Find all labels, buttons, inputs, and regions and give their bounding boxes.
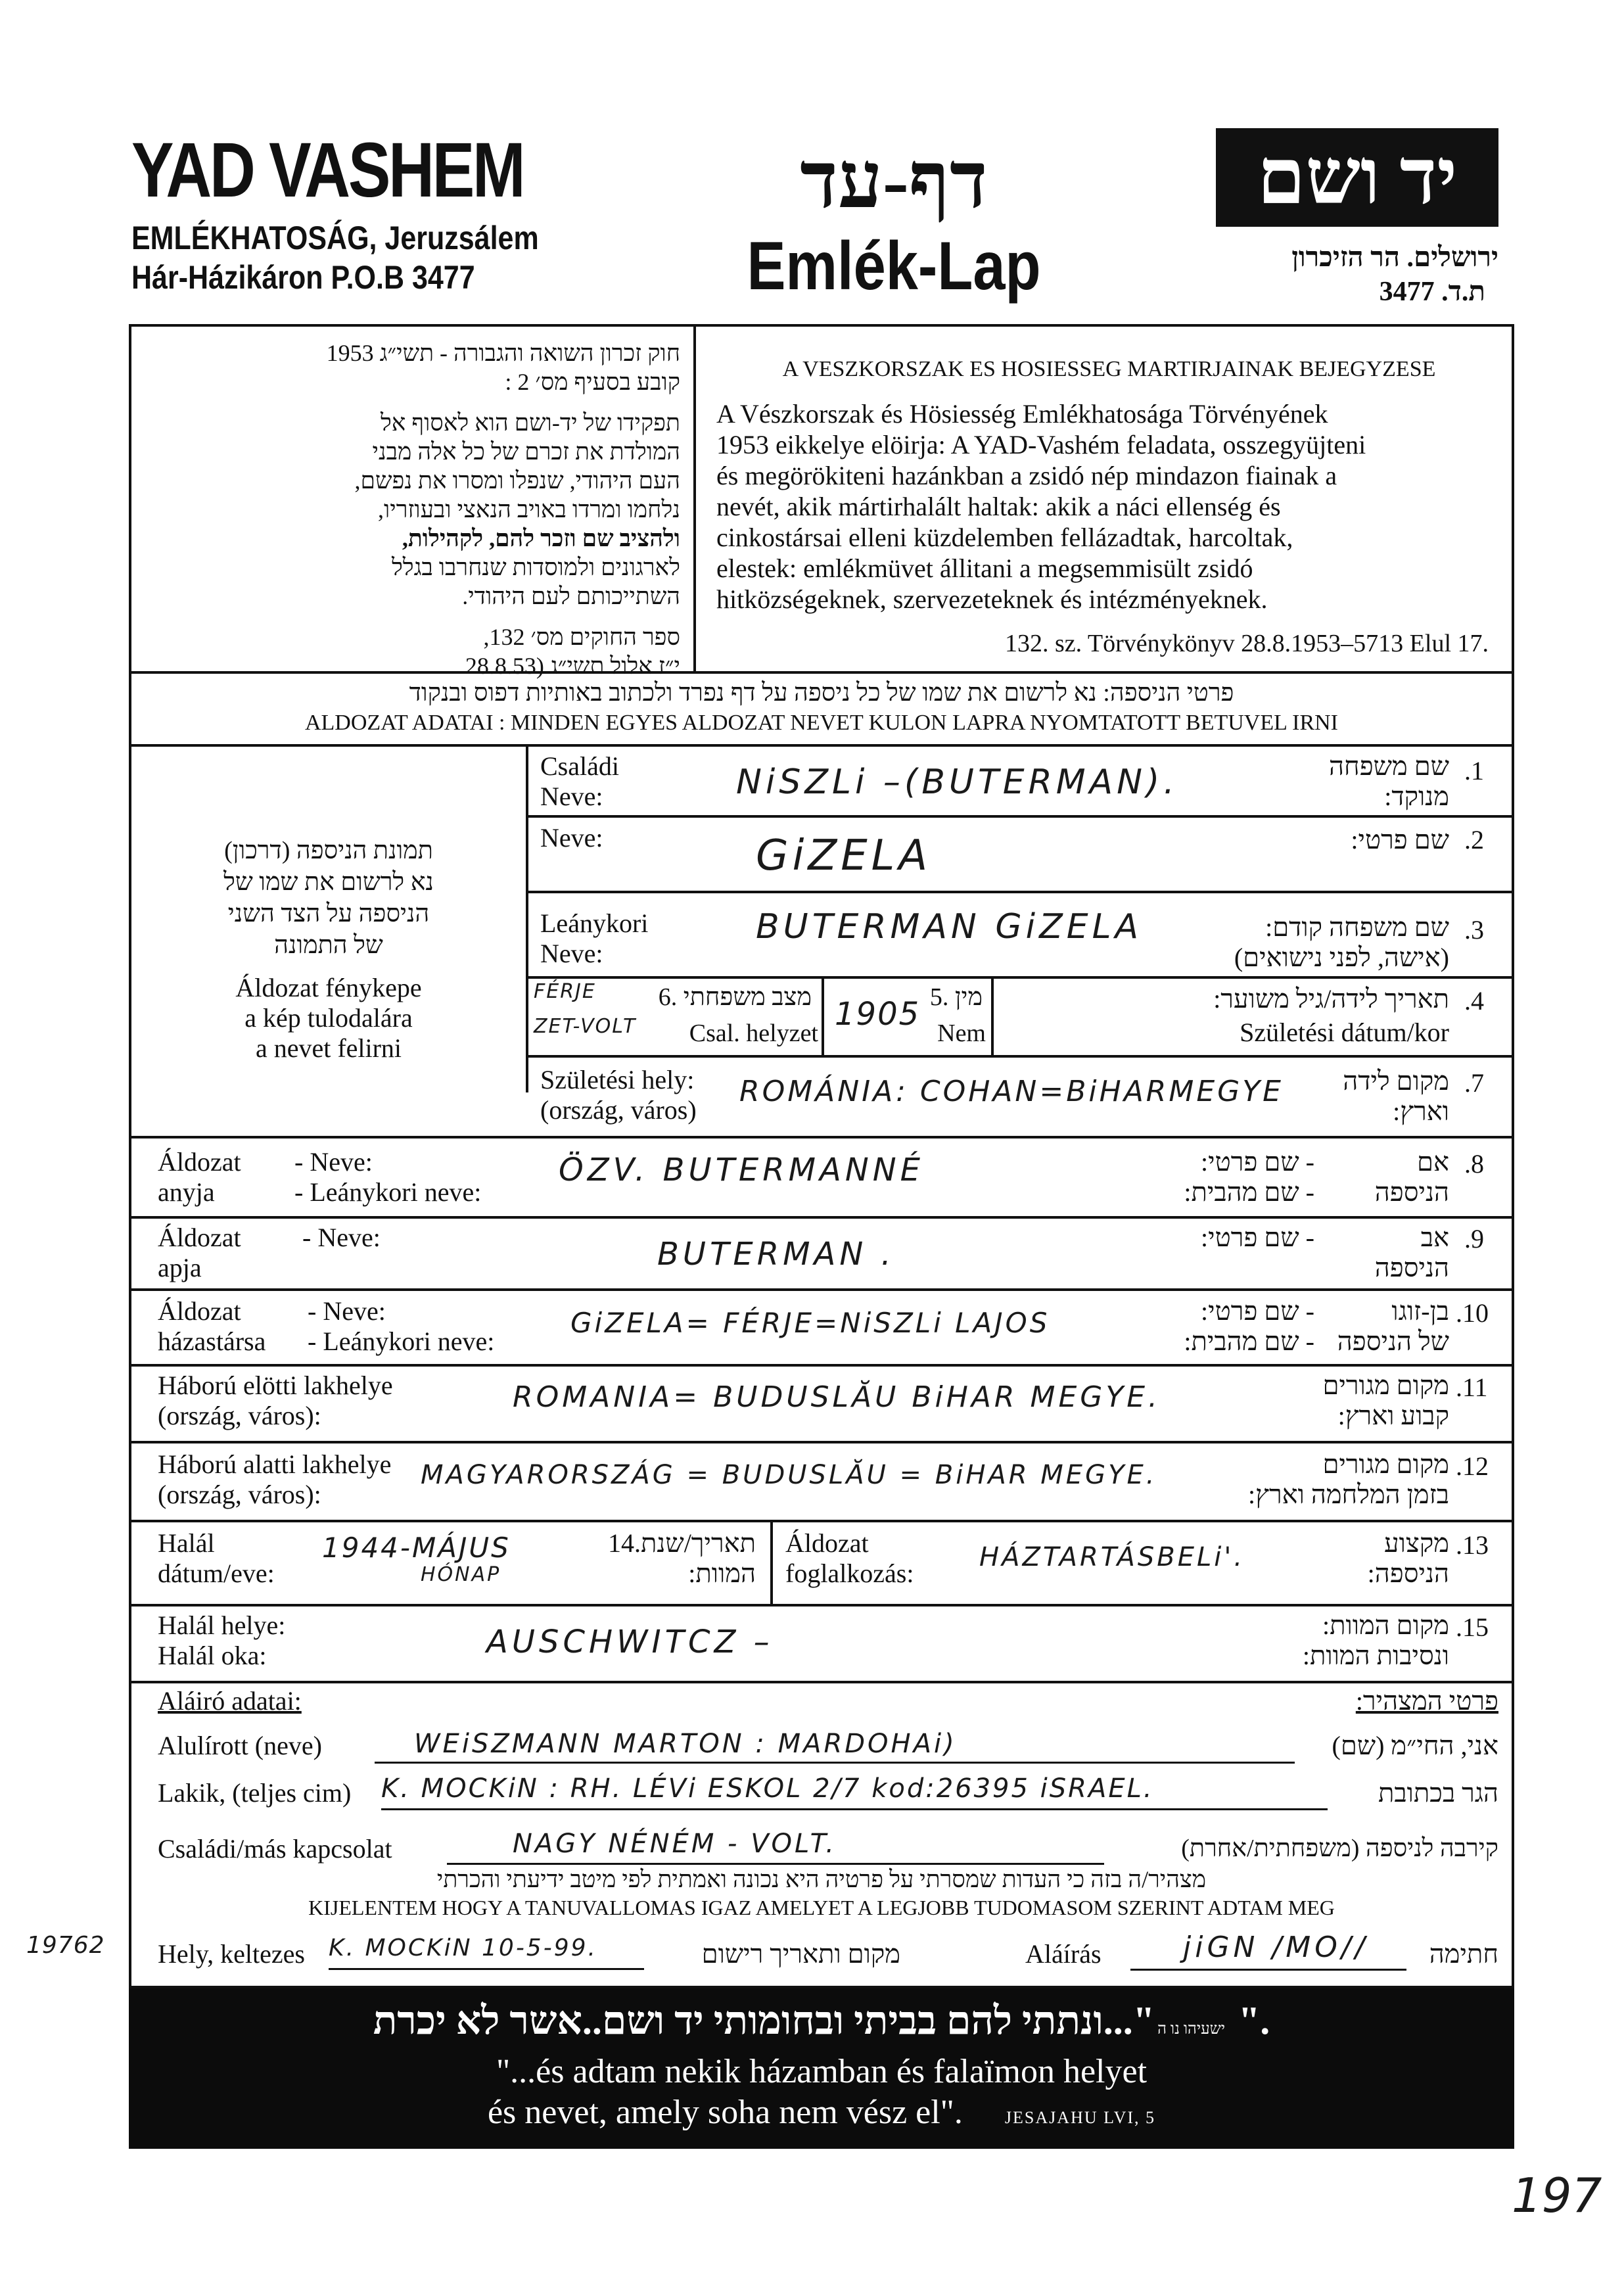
f4-num: .4 xyxy=(1464,986,1484,1016)
f10-value[interactable]: GiZELA= FÉRJE=NiSZLi LAJOS xyxy=(570,1307,1050,1339)
f12-value[interactable]: MAGYARORSZÁG = BUDUSLĂU = BiHAR MEGYE. xyxy=(421,1460,1157,1490)
f14-num: .14 xyxy=(607,1528,641,1558)
f8-he4: הניספה xyxy=(1374,1177,1449,1207)
f13-label-hu xyxy=(785,1528,914,1589)
f5-he1: מין xyxy=(954,983,983,1011)
f8-label-hu xyxy=(294,1147,481,1208)
f13-num: .13 xyxy=(1456,1530,1489,1560)
f11-he2: קבוע וארץ: xyxy=(1337,1401,1449,1430)
signer-address-value: K. MOCKiN : RH. LÉVi ESKOL 2/7 kod:26395 iSRAEL. xyxy=(381,1773,1154,1804)
f14-label-hu xyxy=(158,1528,275,1589)
f9-hu-b: apja xyxy=(158,1253,202,1282)
f8-label-he xyxy=(1091,1147,1314,1208)
photo-hu-1: Áldozat fénykepe xyxy=(235,973,422,1002)
signer-relation-label: Családi/más kapcsolat xyxy=(158,1834,392,1864)
f15-hu2: Halál oka: xyxy=(158,1641,267,1670)
f9-label-hu: - Neve: xyxy=(302,1223,381,1252)
logo xyxy=(1216,128,1498,227)
f6-label-he xyxy=(657,983,812,1012)
margin-note: 19762 xyxy=(26,1932,105,1959)
f3-num: .3 xyxy=(1464,915,1484,945)
f8-label-he-b xyxy=(1328,1147,1449,1208)
f14-he1: תאריך/שנת xyxy=(640,1528,756,1558)
f10-num: .10 xyxy=(1456,1298,1489,1328)
f4-label-hu: Születési dátum/kor xyxy=(1240,1018,1449,1047)
f13-value[interactable]: HÁZTARTÁSBELi'. xyxy=(979,1542,1245,1572)
f7-he1: מקום לידה xyxy=(1343,1066,1449,1096)
signature-value: jiGN /MO// xyxy=(1183,1931,1369,1964)
declaration-hu: KIJELENTEM HOGY A TANUVALLOMAS IGAZ AMELYET A LEGJOBB TUDOMASOM SZERINT ADTAM MEG xyxy=(308,1896,1335,1919)
signature-label: Aláírás xyxy=(1025,1939,1102,1969)
f7-he2: וארץ: xyxy=(1393,1096,1449,1126)
signer-name-he: אני, החי״מ (שם) xyxy=(1332,1731,1498,1760)
f2-label-he: שם פרטי: xyxy=(1351,825,1449,855)
intro-he-8: לארגונים ולמוסדות שנחרבו בגלל xyxy=(391,554,680,580)
f15-hu1: Halál helye: xyxy=(158,1610,286,1640)
f2-num: .2 xyxy=(1464,825,1484,855)
f9-he4: הניספה xyxy=(1374,1253,1449,1282)
photo-he-3: הניספה על הצד השני xyxy=(227,900,430,927)
intro-hu-ref: 132. sz. Törvénykönyv 28.8.1953–5713 Elul 17. xyxy=(1004,630,1489,657)
intro-hu-5: cinkostársai elleni küzdelemben fellázadtak, harcoltak, xyxy=(716,523,1293,552)
f6-value-2[interactable]: ZET-VOLT xyxy=(534,1015,637,1038)
f10-hu2: - Leánykori neve: xyxy=(308,1326,495,1356)
f8-label-hu-a xyxy=(158,1147,241,1208)
place-date-line[interactable] xyxy=(329,1933,644,1970)
photo-he-4: של התמונה xyxy=(274,931,383,959)
f9-he3: אב xyxy=(1420,1223,1449,1252)
photo-he-2: נא לרשום את שמו של xyxy=(223,868,434,896)
signer-relation-he: קירבה לניספה (משפחתית/אחרת) xyxy=(1181,1835,1498,1862)
hebrew-title: דף-עד xyxy=(800,137,988,224)
place-date-he: מקום ותאריך רישום xyxy=(701,1939,900,1969)
intro-he-2: קובע בסעיף מס׳ 2 : xyxy=(505,369,680,395)
f14-label-he xyxy=(592,1528,756,1589)
f5-num: .5 xyxy=(929,983,949,1011)
signer-address-he: הגר בכתובת xyxy=(1378,1778,1498,1808)
f12-label-hu xyxy=(158,1449,391,1510)
photo-he-1: תמונת הניספה (דרכון) xyxy=(224,837,433,864)
header-left xyxy=(131,127,631,297)
f4-label-he: תאריך לידה/גיל משוער: xyxy=(1213,984,1449,1014)
f9-num: .9 xyxy=(1464,1224,1484,1254)
signature-he: חתימה xyxy=(1429,1939,1498,1969)
f13-hu2: foglalkozás: xyxy=(785,1559,914,1588)
f15-num: .15 xyxy=(1456,1612,1489,1642)
signer-address-line[interactable] xyxy=(381,1771,1328,1810)
f6-he1: מצב משפחתי xyxy=(683,983,812,1011)
f11-label-he xyxy=(1222,1371,1449,1431)
footer-hebrew-ref: ישעיהו נו ה xyxy=(1157,2021,1225,2038)
f10-hu1: - Neve: xyxy=(308,1296,386,1326)
signer-name-line[interactable] xyxy=(375,1727,1295,1764)
f3-label-hu xyxy=(540,908,648,969)
f13-he2: הניספה: xyxy=(1367,1559,1449,1588)
f3-hu1: Leánykori xyxy=(540,908,649,938)
signer-relation-value: NAGY NÉNÉM - VOLT. xyxy=(513,1829,837,1859)
f15-label-he xyxy=(1222,1610,1449,1671)
f8-num: .8 xyxy=(1464,1149,1484,1179)
f1-hu2: Neve: xyxy=(540,782,603,811)
f5-label-he xyxy=(907,983,983,1012)
f1-label-hu xyxy=(540,751,619,812)
f7-label-he xyxy=(1288,1066,1449,1127)
f6-num: .6 xyxy=(658,983,678,1011)
f7-num: .7 xyxy=(1464,1068,1484,1098)
f10-he2: - שם מהבית: xyxy=(1184,1326,1314,1356)
f1-he2: מנוקד: xyxy=(1384,782,1449,811)
footer-ref: JESAJAHU LVI, 5 xyxy=(1004,2108,1156,2127)
intro-hungarian xyxy=(716,355,1502,658)
intro-he-3: תפקידו של יד-ושם הוא לאסוף אל xyxy=(380,410,680,436)
f3-value[interactable]: BUTERMAN GiZELA xyxy=(756,907,1143,947)
f1-hu1: Családi xyxy=(540,751,619,781)
signer-relation-line[interactable] xyxy=(447,1827,1104,1865)
f11-label-hu xyxy=(158,1371,393,1431)
f6-value-1[interactable]: FÉRJE xyxy=(534,980,596,1003)
f15-he2: ונסיבות המוות: xyxy=(1302,1641,1449,1670)
footer-line1: "...és adtam nekik házamban és falaïmon helyet xyxy=(496,2053,1148,2090)
f11-num: .11 xyxy=(1456,1372,1488,1402)
f12-hu1: Háború alatti lakhelye xyxy=(158,1449,392,1479)
intro-he-6: נלחמו ומרדו באויב הנאצי ובעוזריו, xyxy=(378,496,680,523)
f8-hu-a: Áldozat xyxy=(158,1147,241,1177)
intro-he-9: השתייכותם לעם היהודי. xyxy=(462,583,680,609)
f12-he1: מקום מגורים xyxy=(1322,1449,1449,1479)
f1-label-he xyxy=(1222,751,1449,812)
f9-label-he: - שם פרטי: xyxy=(1201,1223,1314,1252)
f13-he1: מקצוע xyxy=(1384,1528,1449,1558)
f14-hu1: Halál xyxy=(158,1528,215,1558)
f12-label-he xyxy=(1222,1449,1449,1510)
intro-he-ref2: י״ז אלול תשי״ג (28.8.53 xyxy=(465,653,680,679)
form-title: Emlék-Lap xyxy=(747,228,1041,304)
f11-hu2: (ország, város): xyxy=(158,1401,321,1430)
org-line1: EMLÉKHATOSÁG, Jeruzsálem xyxy=(131,220,539,256)
signer-address-label: Lakik, (teljes cim) xyxy=(158,1778,352,1808)
f3-he1: שם משפחה קודם: xyxy=(1265,912,1449,942)
f5-value[interactable]: 1905 xyxy=(835,996,921,1033)
f11-hu1: Háború elötti lakhelye xyxy=(158,1371,393,1400)
f12-hu2: (ország, város): xyxy=(158,1480,321,1509)
f10-he4: של הניספה xyxy=(1337,1326,1449,1356)
f11-he1: מקום מגורים xyxy=(1322,1371,1449,1400)
signer-name-value: WEiSZMANN MARTON : MARDOHAi) xyxy=(414,1729,957,1759)
photo-instructions-he xyxy=(158,835,499,961)
f2-value[interactable]: GiZELA xyxy=(756,832,932,880)
intro-hu-2: 1953 eikkelye elöirja: A YAD-Vashém feladata, osszegyüjteni xyxy=(716,430,1366,459)
f8-hu2: - Leánykori neve: xyxy=(294,1177,482,1207)
intro-he-4: המולדת את זכרם של כל אלה מבני xyxy=(372,438,680,465)
f9-label-hu-a xyxy=(158,1223,241,1283)
signature-line[interactable] xyxy=(1130,1929,1406,1971)
f8-he3: אם xyxy=(1417,1147,1449,1177)
hebrew-address-2: ת.ד. 3477 xyxy=(1379,277,1485,307)
intro-hu-7: hitközségeknek, szervezeteknek és intézményeknek. xyxy=(716,584,1268,614)
intro-hebrew xyxy=(154,339,680,680)
f10-he1: - שם פרטי: xyxy=(1201,1296,1314,1326)
page-mark: 197 xyxy=(1512,2168,1602,2223)
footer-hebrew: "...ונתתי להם בביתי ובחומותי יד ושם..אשר לא יכרת". xyxy=(373,1999,1270,2042)
f13-hu1: Áldozat xyxy=(785,1528,869,1558)
intro-he-7: ולהציב שם וזכר להם, לקהילות, xyxy=(402,525,680,551)
f3-label-he xyxy=(1157,912,1449,973)
f10-label-he xyxy=(1091,1296,1314,1357)
photo-instructions-hu xyxy=(158,973,499,1064)
f9-value[interactable]: BUTERMAN . xyxy=(657,1236,895,1273)
hebrew-address-1: ירושלים. הר הזיכרון xyxy=(1291,243,1498,273)
photo-hu-2: a kép tulodalára xyxy=(244,1003,413,1033)
f8-he1: - שם פרטי: xyxy=(1201,1147,1314,1177)
f3-hu2: Neve: xyxy=(540,939,603,968)
logo-text: יד ושם xyxy=(1257,134,1458,220)
f5-label-hu: Nem xyxy=(937,1020,986,1047)
f8-hu1: - Neve: xyxy=(294,1147,373,1177)
signer-heading: Aláiró adatai: xyxy=(158,1686,302,1716)
f15-value[interactable]: AUSCHWITCZ – xyxy=(486,1624,774,1660)
intro-hu-3: és megörökiteni hazánkban a zsidó nép mindazon fiainak a xyxy=(716,461,1337,490)
f9-label-he-b xyxy=(1328,1223,1449,1283)
header-right xyxy=(1216,128,1498,308)
f14-value-2[interactable]: HÓNAP xyxy=(421,1563,501,1586)
f14-hu2: dátum/eve: xyxy=(158,1559,275,1588)
intro-hu-6: elestek: emlékmüvet állitani a megsemmisült zsidó xyxy=(716,553,1253,583)
f1-value[interactable]: NiSZLi –(BUTERMAN). xyxy=(736,762,1178,802)
intro-hu-heading: A VESZKORSZAK ES HOSIESSEG MARTIRJAINAK BEJEGYZESE xyxy=(782,357,1436,381)
f11-value[interactable]: ROMANIA= BUDUSLĂU BiHAR MEGYE. xyxy=(513,1380,1161,1414)
f8-hu-b: anyja xyxy=(158,1177,215,1207)
header-center xyxy=(710,138,1078,302)
intro-hu-1: A Vészkorszak és Hösiesség Emlékhatosága Törvényének xyxy=(716,399,1328,429)
f14-he2: המוות: xyxy=(688,1559,756,1588)
declaration-he: מצהיר/ה בזה כי העדות שמסרתי על פרטיה היא נכונה ואמתית לפי מיטב ידיעתי והכרתי xyxy=(436,1866,1207,1892)
f8-value[interactable]: ÖZV. BUTERMANNÉ xyxy=(559,1152,924,1188)
f14-value-1[interactable]: 1944-MÁJUS xyxy=(322,1532,511,1564)
f15-label-hu xyxy=(158,1610,285,1671)
f10-label-hu xyxy=(308,1296,494,1357)
f10-hu-b: házastársa xyxy=(158,1326,266,1356)
org-line2: Hár-Házikáron P.O.B 3477 xyxy=(131,259,475,296)
f1-he1: שם משפחה xyxy=(1329,751,1449,781)
intro-he-5: העם היהודי, שנפלו ומסרו את נפשם, xyxy=(354,467,680,494)
f2-label-hu: Neve: xyxy=(540,823,603,853)
signer-heading-he: פרטי המצהיר: xyxy=(1355,1686,1498,1716)
victim-header-hu: ALDOZAT ADATAI : MINDEN EGYES ALDOZAT NEVET KULON LAPRA NYOMTATOTT BETUVEL IRNI xyxy=(304,711,1339,735)
footer-line2: és nevet, amely soha nem vész el". xyxy=(487,2094,963,2131)
f12-he2: בזמן המלחמה וארץ: xyxy=(1248,1480,1449,1509)
intro-he-1: חוק זכרון השואה והגבורה - תשי״ג 1953 xyxy=(326,340,680,366)
place-date-label: Hely, keltezes xyxy=(158,1939,305,1969)
f10-label-hu-a xyxy=(158,1296,266,1357)
f10-he3: בן-זוגו xyxy=(1391,1296,1449,1326)
signer-name-label: Alulírott (neve) xyxy=(158,1731,322,1760)
f10-label-he-b xyxy=(1314,1296,1449,1357)
f7-value[interactable]: ROMÁNIA: COHAN=BiHARMEGYE xyxy=(739,1075,1284,1108)
victim-header-he: פרטי הניספה: נא לרשום את שמו של כל ניספה על דף נפרד ולכתוב באותיות דפוס ובנקוד xyxy=(409,679,1234,707)
intro-he-ref1: ספר החוקים מס׳ 132, xyxy=(483,624,680,650)
intro-hu-4: nevét, akik mártirhalált haltak: akik a náci ellenség és xyxy=(716,492,1281,521)
f13-label-he xyxy=(1288,1528,1449,1589)
f7-hu2: (ország, város) xyxy=(540,1095,697,1125)
f8-he2: - שם מהבית: xyxy=(1184,1177,1314,1207)
f7-hu1: Születési hely: xyxy=(540,1065,695,1094)
f10-hu-a: Áldozat xyxy=(158,1296,241,1326)
f7-label-hu xyxy=(540,1065,697,1125)
f15-he1: מקום המוות: xyxy=(1322,1610,1449,1640)
f3-he2: (אישה, לפני נישואים) xyxy=(1234,943,1449,972)
f1-num: .1 xyxy=(1464,756,1484,786)
org-name: YAD VASHEM xyxy=(131,127,524,214)
f9-hu-a: Áldozat xyxy=(158,1223,241,1252)
f6-label-hu: Csal. helyzet xyxy=(689,1020,818,1047)
footer-banner xyxy=(129,1988,1514,2149)
photo-hu-3: a nevet felirni xyxy=(255,1033,402,1063)
place-date-value: K. MOCKiN 10-5-99. xyxy=(329,1935,597,1961)
f12-num: .12 xyxy=(1456,1451,1489,1481)
